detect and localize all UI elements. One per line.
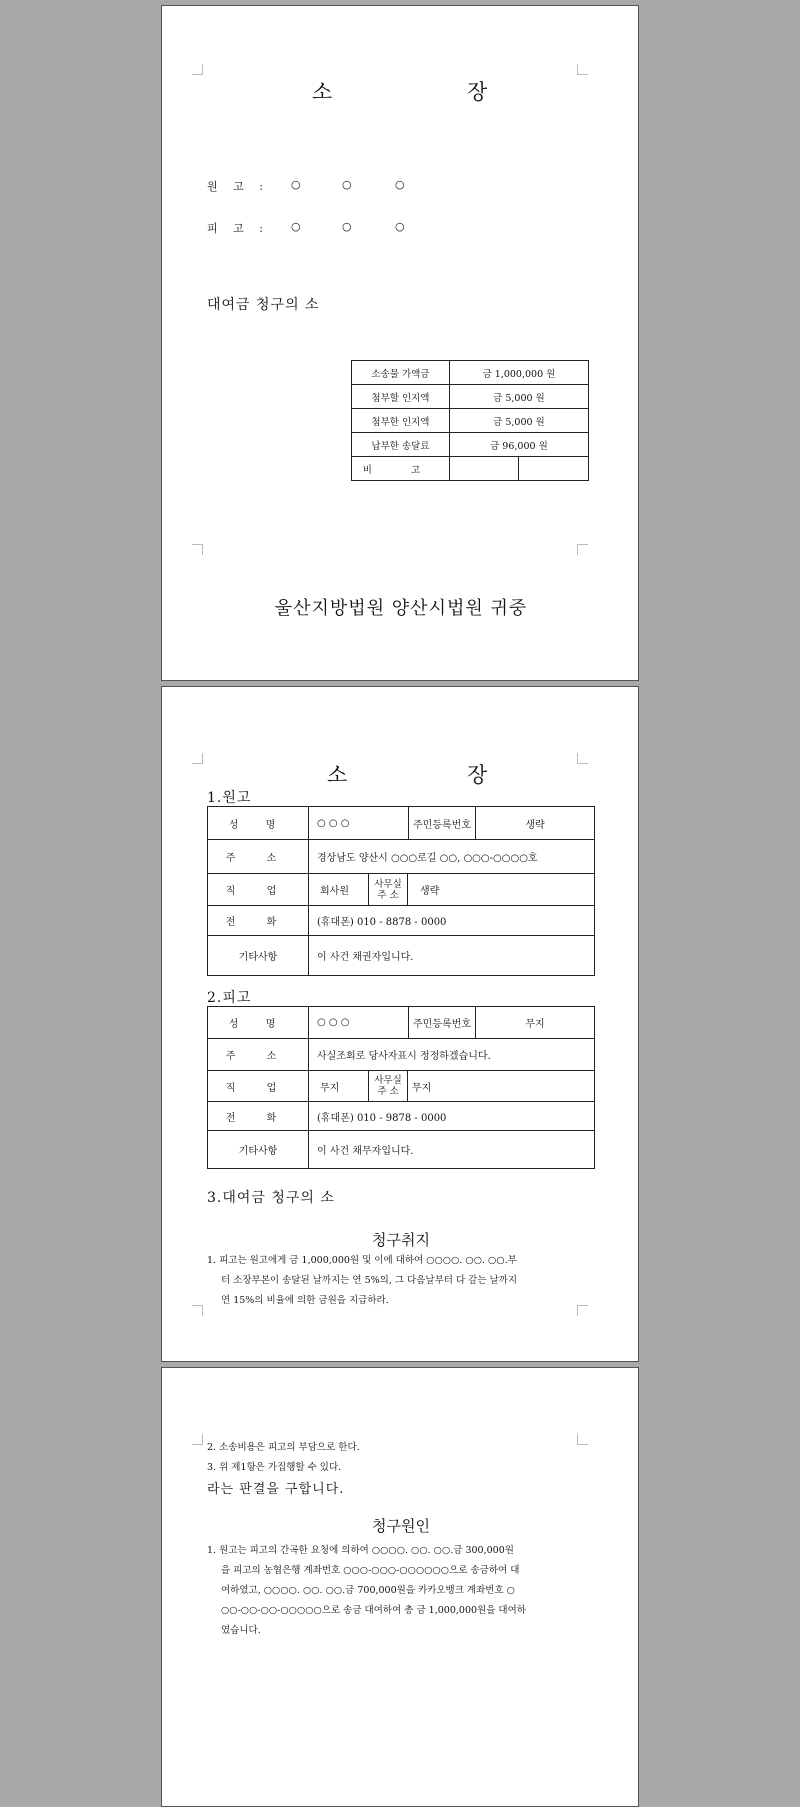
table-row [208, 1102, 595, 1131]
job-value: 회사원 [320, 886, 349, 897]
phone-label: 전 화 [208, 906, 309, 936]
name-label: 성 명 [208, 807, 309, 840]
cause-line: 1. 원고는 피고의 간곡한 요청에 의하여 ○○○○. ○○. ○○.금 300,000원 [207, 1545, 514, 1556]
circle-mark: ○ [342, 178, 352, 191]
crop-mark [192, 64, 203, 75]
fee-label: 납부한 송달료 [352, 433, 450, 457]
crop-mark [577, 544, 588, 555]
circle-mark: ○ [395, 178, 405, 191]
crop-mark [192, 1305, 203, 1316]
cause-line: 였습니다. [221, 1625, 261, 1636]
table-row [208, 1071, 595, 1102]
crop-mark [192, 1434, 203, 1445]
table-row [208, 874, 595, 906]
defendant-table [207, 1006, 595, 1169]
crop-mark [577, 64, 588, 75]
purpose-line: 2. 소송비용은 피고의 부담으로 한다. [207, 1442, 360, 1453]
office-value: 생략 [420, 886, 440, 897]
name-value: ○ ○ ○ [309, 1007, 409, 1039]
address-value: 경상남도 양산시 ○○○로길 ○○, ○○○-○○○○호 [309, 840, 595, 874]
name-label: 성 명 [208, 1007, 309, 1039]
fee-label: 소송물 가액금 [352, 361, 450, 385]
office-label [368, 1071, 408, 1101]
circle-mark: ○ [291, 178, 301, 191]
office-label-line: 주 소 [377, 1086, 399, 1097]
job-label: 직 업 [208, 1071, 309, 1102]
table-row [352, 409, 589, 433]
title-char: 소 [312, 80, 334, 104]
circle-mark: ○ [291, 220, 301, 233]
fee-label: 첨부한 인지액 [352, 409, 450, 433]
address-label: 주 소 [208, 840, 309, 874]
etc-label: 기타사항 [208, 936, 309, 976]
name-value: ○ ○ ○ [309, 807, 409, 840]
page-2 [161, 686, 639, 1362]
page-title [162, 76, 640, 106]
title-char: 장 [467, 763, 489, 787]
cause-line: 여하였고, ○○○○. ○○. ○○.금 700,000원을 카카오뱅크 계좌번호 ○ [221, 1585, 515, 1596]
fee-value: 금 1,000,000 원 [449, 361, 588, 385]
table-row [208, 1131, 595, 1169]
job-office-cell [309, 874, 595, 906]
address-label: 주 소 [208, 1039, 309, 1071]
fee-label: 비 고 [352, 457, 450, 481]
purpose-line: 연 15%의 비율에 의한 금원을 지급하라. [221, 1295, 389, 1306]
job-label: 직 업 [208, 874, 309, 906]
id-label: 주민등록번호 [409, 1007, 476, 1039]
etc-label: 기타사항 [208, 1131, 309, 1169]
circle-mark: ○ [395, 220, 405, 233]
office-label-line: 사무실 [374, 878, 402, 890]
phone-value: (휴대폰) 010 - 8878 - 0000 [309, 906, 595, 936]
table-row [208, 807, 595, 840]
plaintiff-heading: 1.원고 [207, 790, 252, 806]
title-char: 장 [467, 80, 489, 104]
page-title [162, 759, 640, 789]
office-value: 무지 [412, 1082, 432, 1094]
address-value: 사실조회로 당사자표시 정정하겠습니다. [309, 1039, 595, 1071]
defendant-label: 피 고 : [207, 222, 269, 235]
purpose-line: 1. 피고는 원고에게 금 1,000,000원 및 이에 대하여 ○○○○. ○○. ○○.부 [207, 1255, 517, 1266]
fee-value [449, 457, 519, 481]
cause-line: ○○-○○-○○-○○○○○으로 송금 대여하여 총 금 1,000,000원을 대여하 [221, 1605, 526, 1616]
table-row [208, 1007, 595, 1039]
job-office-cell [309, 1071, 595, 1102]
circle-mark: ○ [342, 220, 352, 233]
cause-line: 을 피고의 농협은행 계좌번호 ○○○-○○○-○○○○○○으로 송금하여 대 [221, 1565, 520, 1576]
job-value: 무지 [320, 1082, 340, 1094]
phone-value: (휴대폰) 010 - 9878 - 0000 [309, 1102, 595, 1131]
case-name: 대여금 청구의 소 [207, 297, 320, 313]
fee-value: 금 5,000 원 [449, 385, 588, 409]
purpose-body [207, 1251, 607, 1311]
etc-value: 이 사건 채권자입니다. [309, 936, 595, 976]
court-name: 울산지방법원 양산시법원 귀중 [274, 598, 528, 619]
page-3 [161, 1367, 639, 1807]
table-row [208, 1039, 595, 1071]
purpose-title: 청구취지 [372, 1231, 430, 1249]
purpose-line: 3. 위 제1항은 가집행할 수 있다. [207, 1462, 342, 1473]
crop-mark [192, 544, 203, 555]
fee-value: 금 5,000 원 [449, 409, 588, 433]
id-value: 생략 [476, 807, 595, 840]
fee-table [351, 360, 589, 481]
purpose-continued [207, 1438, 360, 1478]
table-row [352, 361, 589, 385]
claim-heading: 3.대여금 청구의 소 [207, 1190, 335, 1206]
etc-value: 이 사건 채무자입니다. [309, 1131, 595, 1169]
plaintiff-label: 원 고 : [207, 180, 269, 193]
cause-body [207, 1541, 607, 1641]
fee-value: 금 96,000 원 [449, 433, 588, 457]
table-row [208, 936, 595, 976]
plaintiff-line [207, 178, 507, 194]
office-label [368, 874, 408, 905]
id-label: 주민등록번호 [409, 807, 476, 840]
cause-title: 청구원인 [372, 1517, 430, 1535]
table-row [352, 385, 589, 409]
table-row [352, 433, 589, 457]
page-1 [161, 5, 639, 681]
defendant-heading: 2.피고 [207, 990, 252, 1006]
title-char: 소 [327, 763, 349, 787]
office-label-line: 사무실 [374, 1075, 402, 1086]
fee-value-empty [519, 457, 589, 481]
defendant-line [207, 220, 507, 236]
plaintiff-table [207, 806, 595, 976]
judgment-line: 라는 판결을 구합니다. [207, 1482, 345, 1497]
table-row [208, 840, 595, 874]
phone-label: 전 화 [208, 1102, 309, 1131]
office-label-line: 주 소 [377, 889, 399, 901]
table-row [352, 457, 589, 481]
fee-label: 첨부할 인지액 [352, 385, 450, 409]
crop-mark [577, 1434, 588, 1445]
purpose-line: 터 소장부본이 송달된 날까지는 연 5%의, 그 다음날부터 다 갚는 날까지 [221, 1275, 518, 1286]
id-value: 무지 [476, 1007, 595, 1039]
table-row [208, 906, 595, 936]
